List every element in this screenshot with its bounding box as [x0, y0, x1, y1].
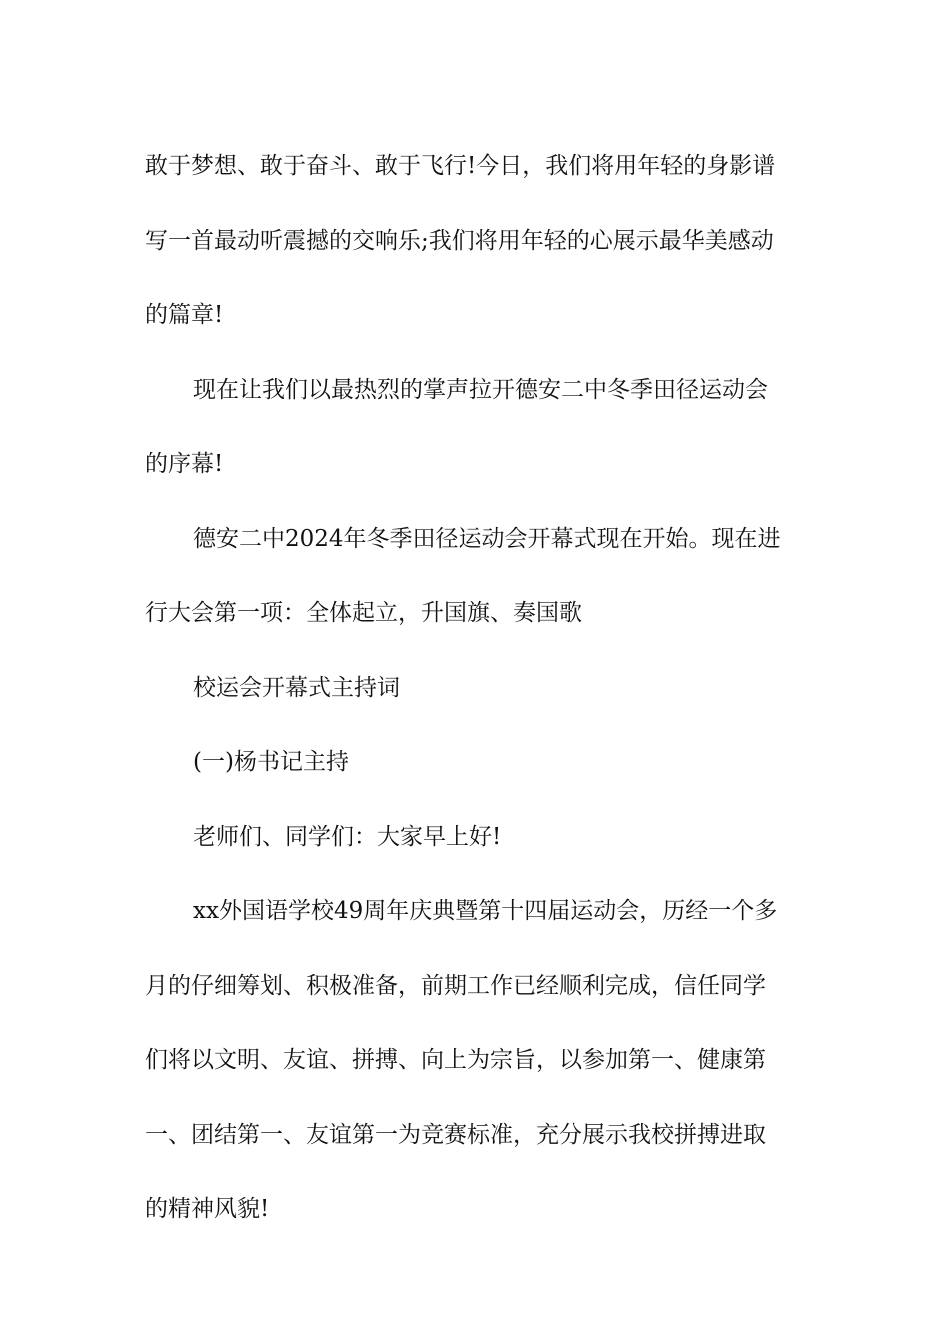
- document-body: [145, 129, 810, 1247]
- text-line: xx外国语学校49周年庆典暨第十四届运动会，历经一个多: [193, 898, 778, 924]
- paragraph-7: [145, 874, 810, 1247]
- greeting-paragraph: [145, 800, 810, 875]
- subsection-heading: [145, 725, 810, 800]
- text-line: 写一首最动听震撼的交响乐;我们将用年轻的心展示最华美感动: [145, 227, 774, 254]
- text-line: 一、团结第一、友谊第一为竞赛标准，充分展示我校拼搏进取: [145, 1121, 766, 1148]
- text-line: 行大会第一项：全体起立，升国旗、奏国歌: [145, 600, 582, 626]
- paragraph-2: [145, 353, 810, 502]
- paragraph-3: [145, 502, 810, 651]
- text-line: 们将以文明、友谊、拼搏、向上为宗旨，以参加第一、健康第: [145, 1047, 766, 1073]
- text-line: 的精神风貌!: [145, 1196, 270, 1222]
- section-heading: [145, 651, 810, 726]
- text-line: 的篇章!: [145, 302, 224, 328]
- text-line: 德安二中2024年冬季田径运动会开幕式现在开始。现在进: [193, 525, 781, 552]
- text-line: 敢于梦想、敢于奋斗、敢于飞行!今日，我们将用年轻的身影谱: [145, 153, 776, 179]
- text-line: (一)杨书记主持: [193, 749, 349, 775]
- paragraph-1: [145, 129, 810, 353]
- text-line: 老师们、同学们：大家早上好!: [193, 823, 502, 850]
- text-line: 月的仔细筹划、积极准备，前期工作已经顺利完成，信任同学: [145, 972, 766, 999]
- text-line: 的序幕!: [145, 451, 224, 477]
- text-line: 校运会开幕式主持词: [193, 674, 400, 701]
- text-line: 现在让我们以最热烈的掌声拉开德安二中冬季田径运动会: [193, 376, 768, 403]
